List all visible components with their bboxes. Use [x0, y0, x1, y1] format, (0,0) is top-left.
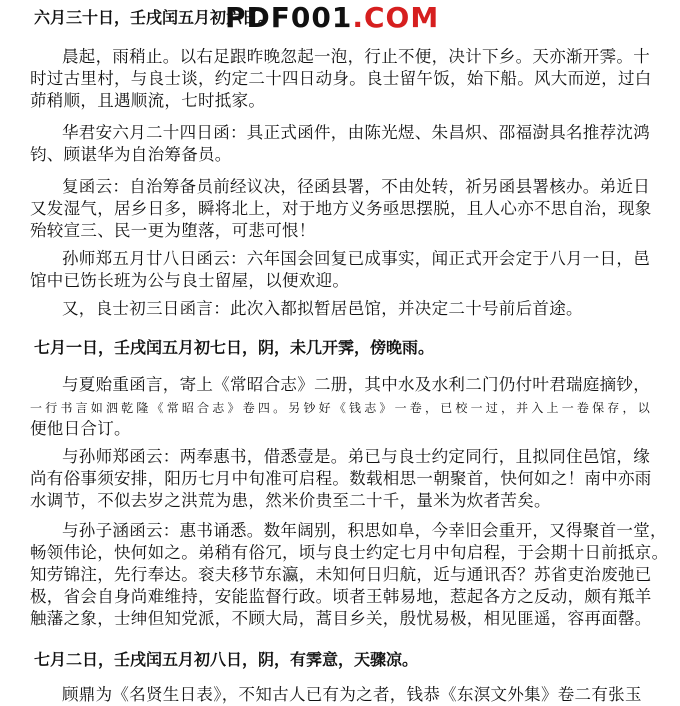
text-line: 尚有俗事须安排，阳历七月中旬准可启程。数载相思一朝聚首，快何如之！南中亦雨 [30, 469, 652, 488]
text-line: 又，良士初三日函言：此次入都拟暂居邑馆，并决定二十号前后首途。 [62, 299, 583, 318]
entry-heading: 七月二日，壬戌闰五月初八日，阴，有霁意，天骤凉。 [34, 650, 419, 669]
text-line: 晨起，雨稍止。以右足跟昨晚忽起一泡，行止不便，决计下乡。天亦渐开霁。十 [62, 47, 650, 66]
text-line: 与孙师郑函云：两奉惠书，借悉壹是。弟已与良士约定同行，且拟同住邑馆，缘 [62, 447, 650, 466]
watermark-text: PDF001 [225, 1, 353, 34]
text-line: 时过古里村，与良士谈，约定二十四日动身。良士留午饭，始下船。风大而逆，过白 [30, 69, 652, 88]
text-line: 触藩之象，士绅但知党派，不顾大局，蒿目乡关，殷忧易极，相见匪遥，容再面罄。 [30, 609, 652, 628]
text-line: 便他日合订。 [30, 419, 131, 438]
inline-note: 一行书言如泗乾隆《常昭合志》卷四。另钞好《钱志》一卷，已校一过，并入上一卷保存，以 [30, 401, 650, 415]
text-line: 水调节，不似去岁之洪荒为患，然米价贵至二十千，量米为炊者苦矣。 [30, 491, 551, 510]
text-line: 馆中已饬长班为公与良士留屋，以便欢迎。 [30, 271, 350, 290]
text-line: 极，省会自身尚难维持，安能监督行政。顷者王韩易地，惹起各方之反动，颇有羝羊 [30, 587, 652, 606]
watermark-domain: .COM [352, 1, 440, 34]
text-line [30, 396, 650, 419]
text-line: 殆较宣三、民一更为堕落，可悲可恨！ [30, 221, 316, 240]
entry-heading: 六月三十日，壬戌闰五月初六日。 [34, 8, 275, 27]
text-line: 孙师郑五月廿八日函云：六年国会回复已成事实，闻正式开会定于八月一日，邑 [62, 249, 650, 268]
text-line: 与夏贻重函言，寄上《常昭合志》二册，其中水及水利二门仍付叶君瑞庭摘钞， [62, 375, 650, 394]
text-line: 顾鼎为《名贤生日表》，不知古人已有为之者，钱恭《东溟文外集》卷二有张玉 [62, 685, 642, 704]
text-line: 又发湿气，居乡日多，瞬将北上，对于地方义务亟思摆脱，且人心亦不思自治，现象 [30, 199, 652, 218]
entry-heading: 七月一日，壬戌闰五月初七日，阴，未几开霁，傍晚雨。 [34, 338, 435, 357]
text-line: 华君安六月二十四日函：具正式函件，由陈光煜、朱昌炽、邵福澍具名推荐沈鸿 [62, 123, 650, 142]
text-line: 知劳锦注，先行奉达。衮夫移节东瀛，未知何日归航，近与通讯否？苏省吏治废弛已 [30, 565, 652, 584]
text-line: 与孙子涵函云：惠书诵悉。数年阔别，积思如阜，今幸旧会重开，又得聚首一堂， [62, 521, 667, 540]
text-line: 复函云：自治筹备员前经议决，径函县署，不由处转，祈另函县署核办。弟近日 [62, 177, 650, 196]
text-line: 钧、顾谌华为自治筹备员。 [30, 145, 232, 164]
text-line: 畅领伟论，快何如之。弟稍有俗冗，顷与良士约定七月中旬启程，于会期十日前抵京。 [30, 543, 669, 562]
text-line: 茆稍顺，且遇顺流，七时抵家。 [30, 91, 266, 110]
